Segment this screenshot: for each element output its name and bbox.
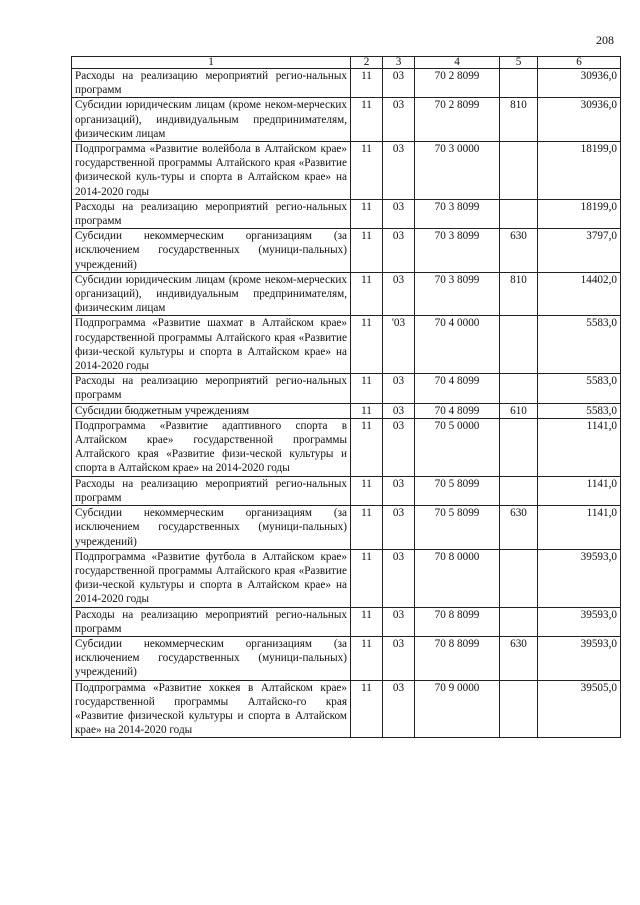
row-subsection: 03 [383,272,415,316]
row-subsection: 03 [383,69,415,98]
row-name: Расходы на реализацию мероприятий регио-нальных программ [72,69,351,98]
row-name: Субсидии некоммерческим организациям (за исключением государственных (муници-пальных) учреждений) [72,229,351,273]
row-expense-type [500,607,538,636]
row-expense-type: 610 [500,403,538,418]
table-row [72,199,621,228]
row-amount: 39593,0 [538,607,621,636]
row-section: 11 [351,199,383,228]
row-amount: 3797,0 [538,229,621,273]
row-target-article: 70 2 8099 [415,98,500,142]
row-target-article: 70 3 8099 [415,199,500,228]
row-expense-type: 630 [500,229,538,273]
row-target-article: 70 5 8099 [415,476,500,505]
row-amount: 5583,0 [538,374,621,403]
row-name: Расходы на реализацию мероприятий регио-нальных программ [72,374,351,403]
row-subsection: 03 [383,476,415,505]
row-amount: 30936,0 [538,69,621,98]
row-amount: 39593,0 [538,549,621,607]
row-target-article: 70 5 8099 [415,506,500,550]
row-expense-type [500,418,538,476]
row-subsection: 03 [383,607,415,636]
table-row [72,680,621,738]
row-amount: 14402,0 [538,272,621,316]
row-subsection: 03 [383,374,415,403]
row-target-article: 70 9 0000 [415,680,500,738]
row-expense-type [500,476,538,505]
row-target-article: 70 3 0000 [415,142,500,200]
page-number: 208 [596,33,614,47]
row-amount: 1141,0 [538,506,621,550]
row-section: 11 [351,316,383,374]
table-row [72,549,621,607]
table-row [72,316,621,374]
row-target-article: 70 2 8099 [415,69,500,98]
row-section: 11 [351,418,383,476]
table-row [72,229,621,273]
row-target-article: 70 3 8099 [415,229,500,273]
row-section: 11 [351,374,383,403]
header-col-2: 2 [351,57,383,69]
row-expense-type: 630 [500,636,538,680]
row-amount: 1141,0 [538,476,621,505]
row-target-article: 70 4 8099 [415,374,500,403]
row-expense-type [500,316,538,374]
row-subsection: 03 [383,142,415,200]
row-subsection: 03 [383,506,415,550]
row-target-article: 70 4 8099 [415,403,500,418]
header-col-6: 6 [538,57,621,69]
row-expense-type [500,680,538,738]
row-amount: 39593,0 [538,636,621,680]
row-name: Субсидии юридическим лицам (кроме неком-мерческих организаций), индивидуальным предпринимателям, физическим лицам [72,98,351,142]
row-section: 11 [351,680,383,738]
row-expense-type: 810 [500,272,538,316]
table-row [72,272,621,316]
row-name: Подпрограмма «Развитие волейбола в Алтайском крае» государственной программы Алтайского края «Развитие физической куль-туры и спорта в Алтайском крае» на 2014-2020 годы [72,142,351,200]
table-row [72,69,621,98]
row-subsection: 03 [383,403,415,418]
table-row [72,403,621,418]
row-section: 11 [351,506,383,550]
row-name: Расходы на реализацию мероприятий регио-нальных программ [72,476,351,505]
header-row [72,57,621,69]
row-expense-type: 810 [500,98,538,142]
table-row [72,98,621,142]
row-name: Подпрограмма «Развитие хоккея в Алтайском крае» государственной программы Алтайско-го края «Развитие физической культуры и спорта в Алтайском крае» на 2014-2020 годы [72,680,351,738]
row-target-article: 70 5 0000 [415,418,500,476]
row-section: 11 [351,607,383,636]
row-expense-type [500,69,538,98]
row-amount: 30936,0 [538,98,621,142]
row-name: Расходы на реализацию мероприятий регио-нальных программ [72,607,351,636]
row-expense-type: 630 [500,506,538,550]
row-expense-type [500,374,538,403]
row-expense-type [500,142,538,200]
row-name: Подпрограмма «Развитие футбола в Алтайском крае» государственной программы Алтайского края «Развитие физи-ческой культуры и спорта в Алтайском крае» на 2014-2020 годы [72,549,351,607]
row-name: Подпрограмма «Развитие адаптивного спорта в Алтайском крае» государственной программы Алтайского края «Развитие физи-ческой культуры и спорта в Алтайском крае» на 2014-2020 годы [72,418,351,476]
table-row [72,506,621,550]
row-subsection: 03 [383,636,415,680]
row-target-article: 70 8 8099 [415,636,500,680]
row-name: Субсидии юридическим лицам (кроме неком-мерческих организаций), индивидуальным предпринимателям, физическим лицам [72,272,351,316]
row-name: Подпрограмма «Развитие шахмат в Алтайском крае» государственной программы Алтайского края «Развитие физи-ческой культуры и спорта в Алтайском крае» на 2014-2020 годы [72,316,351,374]
row-subsection: 03 [383,418,415,476]
table-row [72,607,621,636]
header-col-3: 3 [383,57,415,69]
row-section: 11 [351,549,383,607]
table-row [72,374,621,403]
row-section: 11 [351,98,383,142]
table-row [72,142,621,200]
row-name: Субсидии бюджетным учреждениям [72,403,351,418]
row-section: 11 [351,142,383,200]
row-subsection: 03 [383,98,415,142]
row-section: 11 [351,636,383,680]
row-expense-type [500,549,538,607]
row-target-article: 70 3 8099 [415,272,500,316]
table-row [72,636,621,680]
row-amount: 18199,0 [538,199,621,228]
row-amount: 1141,0 [538,418,621,476]
header-col-4: 4 [415,57,500,69]
row-target-article: 70 4 0000 [415,316,500,374]
row-section: 11 [351,476,383,505]
row-subsection: 03 [383,199,415,228]
row-amount: 39505,0 [538,680,621,738]
row-section: 11 [351,403,383,418]
table-row [72,418,621,476]
row-name: Расходы на реализацию мероприятий регио-нальных программ [72,199,351,228]
row-subsection: 03 [383,549,415,607]
budget-table [71,56,621,738]
row-target-article: 70 8 0000 [415,549,500,607]
row-amount: 5583,0 [538,316,621,374]
row-section: 11 [351,69,383,98]
row-name: Субсидии некоммерческим организациям (за исключением государственных (муници-пальных) учреждений) [72,636,351,680]
header-col-5: 5 [500,57,538,69]
row-section: 11 [351,229,383,273]
row-name: Субсидии некоммерческим организациям (за исключением государственных (муници-пальных) учреждений) [72,506,351,550]
table-row [72,476,621,505]
row-subsection: 03 [383,229,415,273]
header-col-1: 1 [72,57,351,69]
row-subsection: 03 [383,680,415,738]
row-amount: 18199,0 [538,142,621,200]
row-section: 11 [351,272,383,316]
row-subsection: '03 [383,316,415,374]
row-target-article: 70 8 8099 [415,607,500,636]
row-expense-type [500,199,538,228]
row-amount: 5583,0 [538,403,621,418]
